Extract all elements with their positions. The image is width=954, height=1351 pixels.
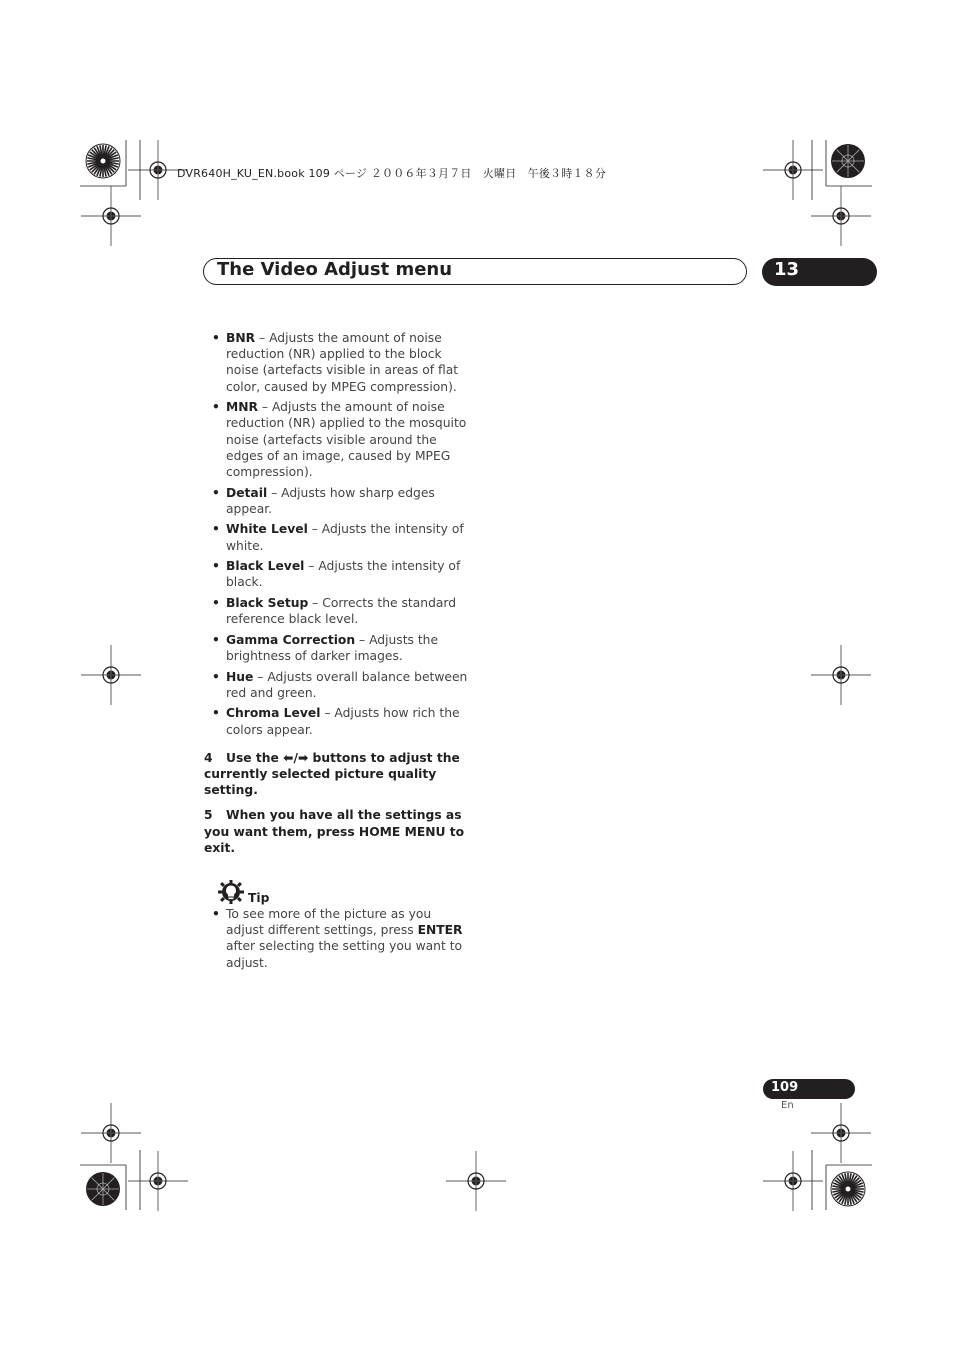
- setting-term: BNR: [226, 331, 256, 345]
- list-item: [204, 669, 468, 701]
- setting-term: White Level: [226, 522, 308, 537]
- settings-list: [204, 330, 468, 738]
- list-item: [204, 906, 468, 971]
- list-item: [204, 558, 468, 590]
- list-item: [204, 521, 468, 553]
- setting-description: – Adjusts the brightness of darker images.: [226, 632, 439, 663]
- registration-mark-icon: [811, 1103, 871, 1163]
- list-item: [204, 632, 468, 664]
- registration-mark-icon: [81, 1103, 141, 1163]
- setting-term: Hue: [226, 669, 254, 684]
- registration-mark-icon: [811, 186, 871, 246]
- list-item: [204, 399, 468, 480]
- starburst-target-icon: [831, 144, 865, 178]
- setting-term: Detail: [226, 485, 268, 500]
- starburst-target-icon: [831, 1172, 865, 1206]
- setting-description: – Adjusts the intensity of white.: [226, 522, 464, 553]
- setting-description: – Adjusts the intensity of black.: [226, 559, 461, 590]
- setting-term: Black Setup: [226, 596, 309, 610]
- setting-description: – Corrects the standard reference black level.: [226, 596, 457, 627]
- list-item: [204, 330, 468, 395]
- tip-text-after: after selecting the setting you want to adjust.: [226, 939, 463, 970]
- setting-description: – Adjusts overall balance between red and green.: [226, 669, 468, 700]
- tip-lightbulb-icon: [218, 880, 244, 906]
- registration-mark-icon: [811, 645, 871, 705]
- tip-heading: [218, 880, 468, 906]
- step-number: 4: [204, 750, 213, 765]
- tip-key: ENTER: [417, 923, 463, 938]
- print-header: DVR640H_KU_EN.book 109 ページ ２００６年３月７日 火曜日 午後３時１８分: [177, 167, 607, 180]
- registration-mark-icon: [763, 1151, 823, 1211]
- registration-mark-icon: [81, 186, 141, 246]
- step-5: [204, 807, 468, 856]
- registration-mark-icon: [763, 140, 823, 200]
- registration-mark-icon: [446, 1151, 506, 1211]
- setting-term: Chroma Level: [226, 706, 321, 721]
- setting-description: – Adjusts how rich the colors appear.: [226, 706, 460, 737]
- list-item: [204, 705, 468, 737]
- setting-description: – Adjusts the amount of noise reduction (NR) applied to the mosquito noise (artefacts visible around the edges of an image, caused by MPEG compression).: [226, 400, 467, 480]
- tip-text-before: To see more of the picture as you adjust different settings, press: [226, 907, 432, 938]
- starburst-target-icon: [86, 1172, 120, 1206]
- setting-term: MNR: [226, 400, 258, 415]
- section-title: The Video Adjust menu: [217, 259, 453, 280]
- step-4: [204, 750, 468, 799]
- main-content: [204, 330, 468, 975]
- setting-term: Black Level: [226, 559, 305, 574]
- page-number: 109: [771, 1080, 799, 1095]
- registration-mark-icon: [128, 1151, 188, 1211]
- list-item: [204, 595, 468, 627]
- page-language: En: [781, 1100, 794, 1111]
- registration-mark-icon: [81, 645, 141, 705]
- setting-term: Gamma Correction: [226, 632, 356, 647]
- list-item: [204, 485, 468, 517]
- starburst-target-icon: [86, 144, 120, 178]
- chapter-number: 13: [774, 259, 800, 280]
- setting-description: – Adjusts how sharp edges appear.: [226, 485, 435, 516]
- step-text: Use the ⬅/➡ buttons to adjust the currently selected picture quality setting.: [204, 750, 460, 798]
- tip-label: Tip: [248, 890, 270, 905]
- step-text: When you have all the settings as you want them, press HOME MENU to exit.: [204, 808, 465, 855]
- tip-list: [204, 906, 468, 971]
- setting-description: – Adjusts the amount of noise reduction (NR) applied to the block noise (artefacts visible in areas of flat color, caused by MPEG compression).: [226, 331, 459, 394]
- step-number: 5: [204, 808, 213, 823]
